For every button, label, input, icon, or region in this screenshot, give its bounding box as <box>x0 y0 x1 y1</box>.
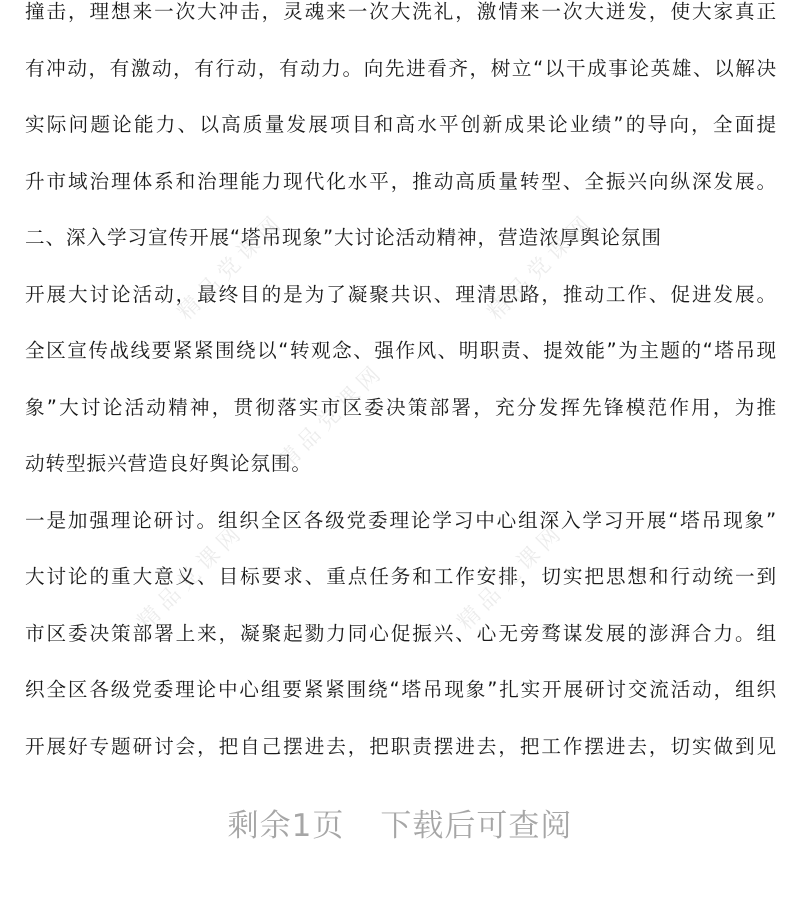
download-to-read-label[interactable]: 下载后可查阅 <box>380 808 573 844</box>
watermark: 精品党课网 <box>173 208 290 326</box>
text-line: 开展大讨论活动，最终目的是为了凝聚共识、理清思路，推动工作、促进发展。 <box>25 282 777 306</box>
text-line: 一是加强理论研讨。组织全区各级党委理论学习中心组深入学习开展“塔吊现象” <box>25 508 777 532</box>
remaining-pages-label: 剩余1页 <box>227 808 345 844</box>
text-line: 全区宣传战线要紧紧围绕以“转观念、强作风、明职责、提效能”为主题的“塔吊现 <box>25 339 777 362</box>
text-line: 升市域治理体系和治理能力现代化水平，推动高质量转型、全振兴向纵深发展。 <box>25 169 777 193</box>
text-line: 动转型振兴营造良好舆论氛围。 <box>25 452 312 475</box>
document-body <box>25 0 777 775</box>
text-line: 织全区各级党委理论中心组要紧紧围绕“塔吊现象”扎实开展研讨交流活动，组织 <box>25 678 777 701</box>
text-line: 开展好专题研讨会，把自己摆进去，把职责摆进去，把工作摆进去，切实做到见 <box>25 734 777 758</box>
text-line: 实际问题论能力、以高质量发展项目和高水平创新成果论业绩”的导向，全面提 <box>25 113 777 136</box>
watermark: 精品党课网 <box>453 518 570 636</box>
watermark: 精品党课网 <box>483 208 600 326</box>
section-heading: 二、深入学习宣传开展“塔吊现象”大讨论活动精神，营造浓厚舆论氛围 <box>25 226 662 249</box>
text-line: 象”大讨论活动精神，贯彻落实市区委决策部署，充分发挥先锋模范作用，为推 <box>25 395 777 419</box>
text-line: 市区委决策部署上来，凝聚起勠力同心促振兴、心无旁骛谋发展的澎湃合力。组 <box>25 621 777 645</box>
watermark: 精品党课网 <box>273 358 390 476</box>
text-line: 有冲动，有激动，有行动，有动力。向先进看齐，树立“以干成事论英雄、以解决 <box>25 56 777 80</box>
text-line: 大讨论的重大意义、目标要求、重点任务和工作安排，切实把思想和行动统一到 <box>25 565 777 588</box>
download-prompt[interactable] <box>0 800 800 845</box>
watermark: 精品党课网 <box>133 518 250 636</box>
text-line: 撞击，理想来一次大冲击，灵魂来一次大洗礼，激情来一次大迸发，使大家真正 <box>25 0 777 23</box>
